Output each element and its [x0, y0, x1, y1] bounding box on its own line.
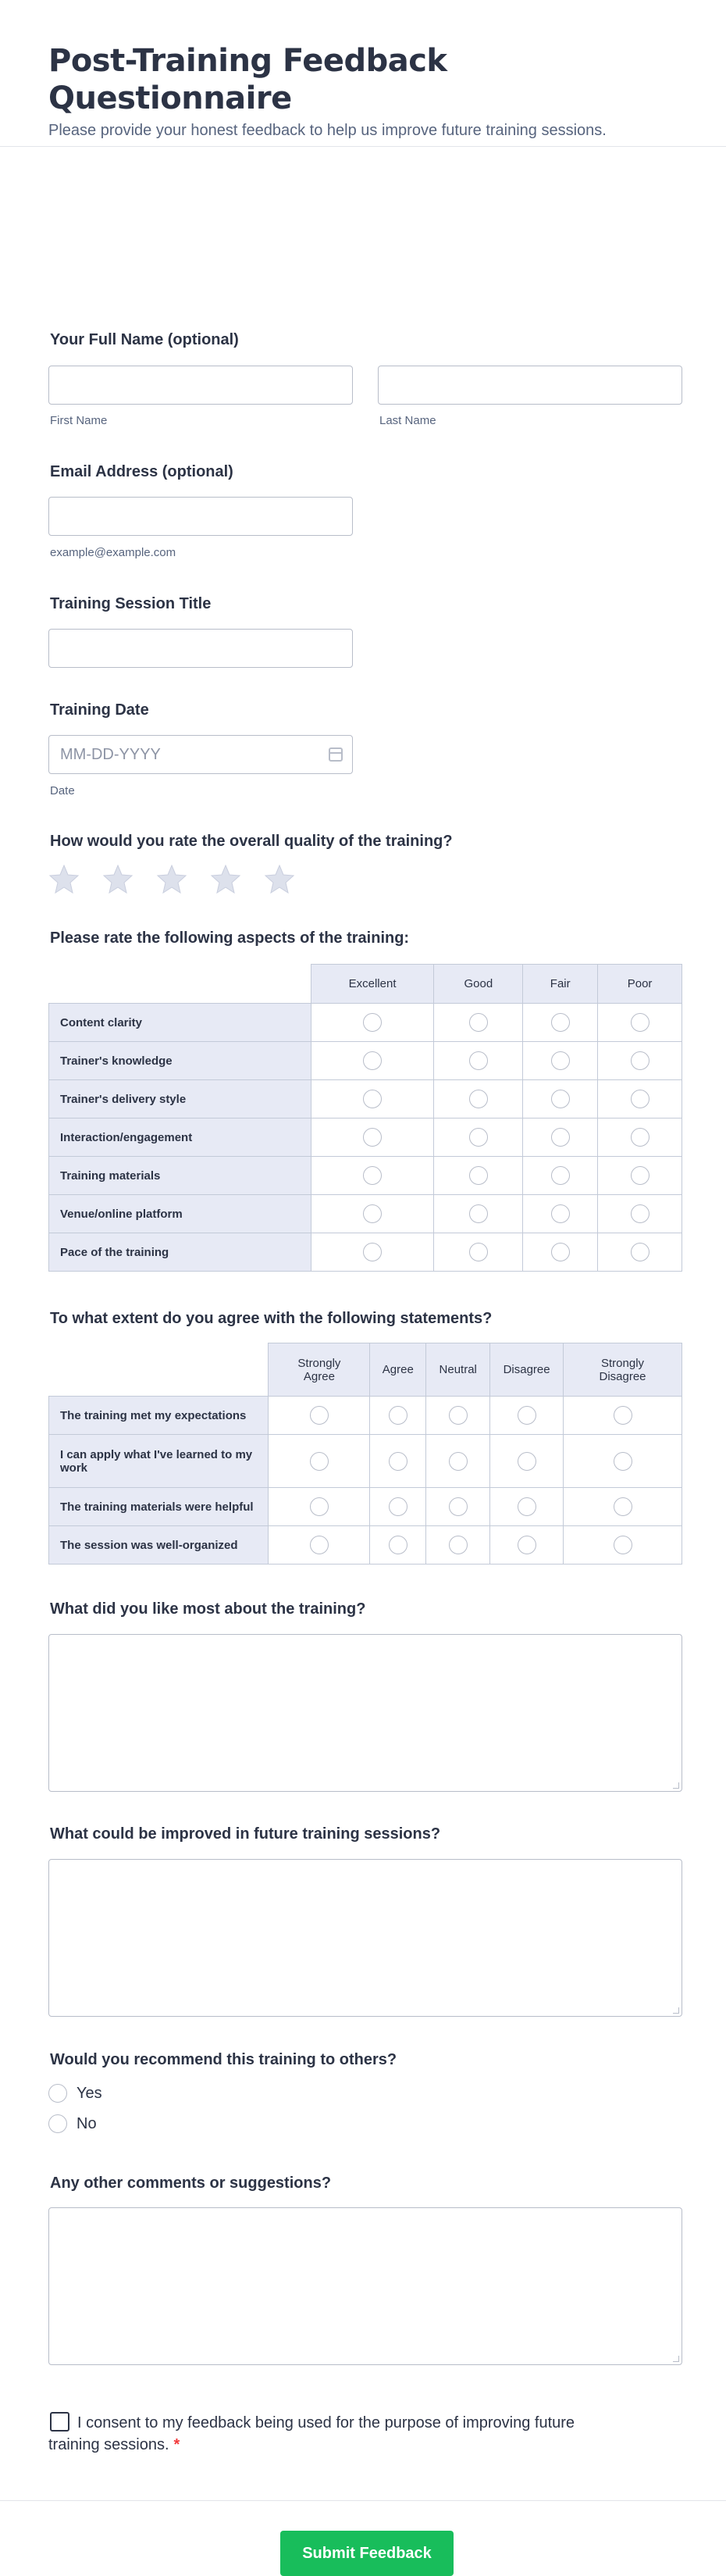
improve-label: What could be improved in future training sessions? [50, 1825, 441, 1843]
radio-button[interactable] [389, 1452, 407, 1471]
radio-button[interactable] [518, 1497, 536, 1516]
row-label: Venue/online platform [49, 1195, 311, 1233]
matrix-row [49, 1157, 682, 1195]
radio-button[interactable] [389, 1536, 407, 1554]
matrix-cell [426, 1397, 490, 1435]
comments-label: Any other comments or suggestions? [50, 2175, 332, 2192]
matrix-cell [370, 1526, 426, 1565]
radio-button[interactable] [551, 1243, 570, 1261]
radio-button[interactable] [449, 1452, 468, 1471]
agreement-matrix [48, 1343, 682, 1565]
row-label: The training met my expectations [49, 1397, 269, 1435]
column-header: Poor [598, 965, 682, 1004]
first-name-input[interactable] [48, 366, 353, 405]
matrix-cell [523, 1233, 598, 1272]
agreement-label: To what extent do you agree with the following statements? [50, 1310, 493, 1327]
liked-most-label: What did you like most about the training? [50, 1600, 366, 1618]
matrix-cell [269, 1488, 370, 1526]
radio-button[interactable] [363, 1128, 382, 1147]
radio-button[interactable] [518, 1452, 536, 1471]
matrix-cell [523, 1004, 598, 1042]
matrix-cell [269, 1526, 370, 1565]
matrix-cell [370, 1435, 426, 1488]
radio-button[interactable] [389, 1406, 407, 1425]
calendar-icon[interactable] [329, 747, 343, 762]
radio-button[interactable] [469, 1243, 488, 1261]
matrix-cell [523, 1119, 598, 1157]
row-label: The session was well-organized [49, 1526, 269, 1565]
matrix-row [49, 1435, 682, 1488]
date-placeholder: MM-DD-YYYY [60, 746, 161, 763]
email-field[interactable] [48, 497, 353, 536]
last-name-sublabel: Last Name [379, 414, 436, 427]
matrix-row [49, 1119, 682, 1157]
aspects-matrix [48, 964, 682, 1272]
matrix-cell [598, 1195, 682, 1233]
matrix-cell [370, 1397, 426, 1435]
matrix-corner [49, 965, 311, 1004]
improve-textarea[interactable] [48, 1859, 682, 2017]
star-icon[interactable] [210, 864, 241, 895]
page-subtitle: Please provide your honest feedback to help us improve future training sessions. [48, 122, 607, 139]
matrix-cell [311, 1042, 434, 1080]
matrix-cell [490, 1488, 564, 1526]
matrix-cell [434, 1119, 523, 1157]
matrix-cell [564, 1488, 682, 1526]
radio-button[interactable] [48, 2084, 67, 2103]
aspects-label: Please rate the following aspects of the training: [50, 929, 410, 947]
radio-button[interactable] [631, 1128, 649, 1147]
matrix-cell [311, 1157, 434, 1195]
radio-button[interactable] [631, 1051, 649, 1070]
matrix-cell [564, 1435, 682, 1488]
radio-button[interactable] [551, 1051, 570, 1070]
resize-handle[interactable] [673, 2007, 679, 2014]
row-label: The training materials were helpful [49, 1488, 269, 1526]
form-header [0, 0, 726, 147]
matrix-cell [434, 1233, 523, 1272]
matrix-cell [598, 1004, 682, 1042]
email-label: Email Address (optional) [50, 463, 233, 480]
matrix-cell [311, 1119, 434, 1157]
overall-rating-label: How would you rate the overall quality of the training? [50, 833, 453, 850]
radio-button[interactable] [449, 1497, 468, 1516]
matrix-row [49, 1004, 682, 1042]
row-label: I can apply what I've learned to my work [49, 1435, 269, 1488]
radio-button[interactable] [389, 1497, 407, 1516]
radio-button[interactable] [363, 1204, 382, 1223]
radio-button[interactable] [363, 1243, 382, 1261]
matrix-cell [311, 1004, 434, 1042]
matrix-cell [311, 1195, 434, 1233]
matrix-cell [434, 1042, 523, 1080]
session-title-label: Training Session Title [50, 595, 212, 612]
radio-button[interactable] [551, 1128, 570, 1147]
column-header: Strongly Disagree [564, 1343, 682, 1397]
row-label: Trainer's knowledge [49, 1042, 311, 1080]
radio-button[interactable] [551, 1204, 570, 1223]
radio-button[interactable] [631, 1090, 649, 1108]
row-label: Pace of the training [49, 1233, 311, 1272]
row-label: Interaction/engagement [49, 1119, 311, 1157]
radio-button[interactable] [631, 1166, 649, 1185]
radio-button[interactable] [310, 1497, 329, 1516]
radio-button[interactable] [469, 1128, 488, 1147]
radio-button[interactable] [469, 1051, 488, 1070]
email-sublabel: example@example.com [50, 546, 176, 559]
matrix-cell [434, 1080, 523, 1119]
radio-button[interactable] [469, 1204, 488, 1223]
matrix-row [49, 1080, 682, 1119]
radio-button[interactable] [551, 1090, 570, 1108]
page-title: Post-Training Feedback Questionnaire [48, 43, 447, 116]
matrix-cell [564, 1526, 682, 1565]
consent-text: I consent to my feedback being used for the purpose of improving future training sessions. [48, 2414, 575, 2453]
radio-button[interactable] [631, 1204, 649, 1223]
radio-button[interactable] [551, 1013, 570, 1032]
matrix-cell [311, 1080, 434, 1119]
row-label: Trainer's delivery style [49, 1080, 311, 1119]
recommend-label: Would you recommend this training to others? [50, 2051, 397, 2068]
comments-textarea[interactable] [48, 2207, 682, 2365]
star-icon[interactable] [48, 864, 80, 895]
radio-button[interactable] [449, 1406, 468, 1425]
training-date-label: Training Date [50, 701, 149, 719]
matrix-row [49, 1042, 682, 1080]
matrix-cell [370, 1488, 426, 1526]
liked-most-textarea[interactable] [48, 1634, 682, 1792]
matrix-cell [598, 1157, 682, 1195]
full-name-label: Your Full Name (optional) [50, 331, 239, 348]
matrix-corner [49, 1343, 269, 1397]
matrix-cell [598, 1119, 682, 1157]
column-header: Good [434, 965, 523, 1004]
column-header: Strongly Agree [269, 1343, 370, 1397]
radio-button[interactable] [363, 1166, 382, 1185]
matrix-cell [426, 1526, 490, 1565]
radio-button[interactable] [518, 1536, 536, 1554]
first-name-sublabel: First Name [50, 414, 108, 427]
star-rating [48, 864, 318, 895]
date-sublabel: Date [50, 784, 75, 797]
resize-handle[interactable] [673, 1782, 679, 1789]
radio-button[interactable] [469, 1013, 488, 1032]
recommend-option-yes[interactable] [48, 2084, 102, 2103]
radio-button[interactable] [310, 1452, 329, 1471]
consent-checkbox[interactable] [50, 2412, 69, 2432]
matrix-row [49, 1233, 682, 1272]
radio-button[interactable] [518, 1406, 536, 1425]
matrix-row [49, 1526, 682, 1565]
matrix-cell [598, 1233, 682, 1272]
star-icon[interactable] [156, 864, 187, 895]
row-label: Content clarity [49, 1004, 311, 1042]
matrix-cell [564, 1397, 682, 1435]
option-label: Yes [77, 2084, 102, 2102]
radio-button[interactable] [469, 1090, 488, 1108]
radio-button[interactable] [631, 1013, 649, 1032]
radio-button[interactable] [631, 1243, 649, 1261]
column-header: Neutral [426, 1343, 490, 1397]
matrix-cell [523, 1080, 598, 1119]
training-date-input[interactable] [48, 735, 353, 774]
option-label: No [77, 2114, 97, 2132]
matrix-cell [598, 1042, 682, 1080]
radio-button[interactable] [363, 1051, 382, 1070]
radio-button[interactable] [614, 1452, 632, 1471]
radio-button[interactable] [614, 1497, 632, 1516]
radio-button[interactable] [363, 1090, 382, 1108]
row-label: Training materials [49, 1157, 311, 1195]
matrix-cell [523, 1157, 598, 1195]
matrix-cell [426, 1488, 490, 1526]
column-header: Agree [370, 1343, 426, 1397]
matrix-row [49, 1488, 682, 1526]
matrix-cell [311, 1233, 434, 1272]
recommend-option-no[interactable] [48, 2114, 97, 2133]
matrix-cell [523, 1195, 598, 1233]
matrix-cell [434, 1004, 523, 1042]
matrix-cell [490, 1435, 564, 1488]
matrix-cell [426, 1435, 490, 1488]
radio-button[interactable] [449, 1536, 468, 1554]
matrix-cell [598, 1080, 682, 1119]
last-name-input[interactable] [378, 366, 682, 405]
column-header: Excellent [311, 965, 434, 1004]
resize-handle[interactable] [673, 2356, 679, 2362]
radio-button[interactable] [614, 1406, 632, 1425]
radio-button[interactable] [551, 1166, 570, 1185]
submit-button[interactable]: Submit Feedback [280, 2531, 454, 2576]
radio-button[interactable] [310, 1536, 329, 1554]
radio-button[interactable] [48, 2114, 67, 2133]
matrix-cell [523, 1042, 598, 1080]
matrix-row [49, 1195, 682, 1233]
matrix-row [49, 1397, 682, 1435]
matrix-cell [434, 1195, 523, 1233]
radio-button[interactable] [469, 1166, 488, 1185]
radio-button[interactable] [363, 1013, 382, 1032]
column-header: Fair [523, 965, 598, 1004]
consent-field [48, 2412, 610, 2456]
footer-divider [0, 2500, 726, 2501]
matrix-cell [434, 1157, 523, 1195]
star-icon[interactable] [264, 864, 295, 895]
radio-button[interactable] [310, 1406, 329, 1425]
matrix-cell [269, 1397, 370, 1435]
required-mark: * [173, 2436, 180, 2453]
star-icon[interactable] [102, 864, 133, 895]
session-title-input[interactable] [48, 629, 353, 668]
column-header: Disagree [490, 1343, 564, 1397]
matrix-cell [490, 1526, 564, 1565]
matrix-cell [269, 1435, 370, 1488]
matrix-cell [490, 1397, 564, 1435]
radio-button[interactable] [614, 1536, 632, 1554]
